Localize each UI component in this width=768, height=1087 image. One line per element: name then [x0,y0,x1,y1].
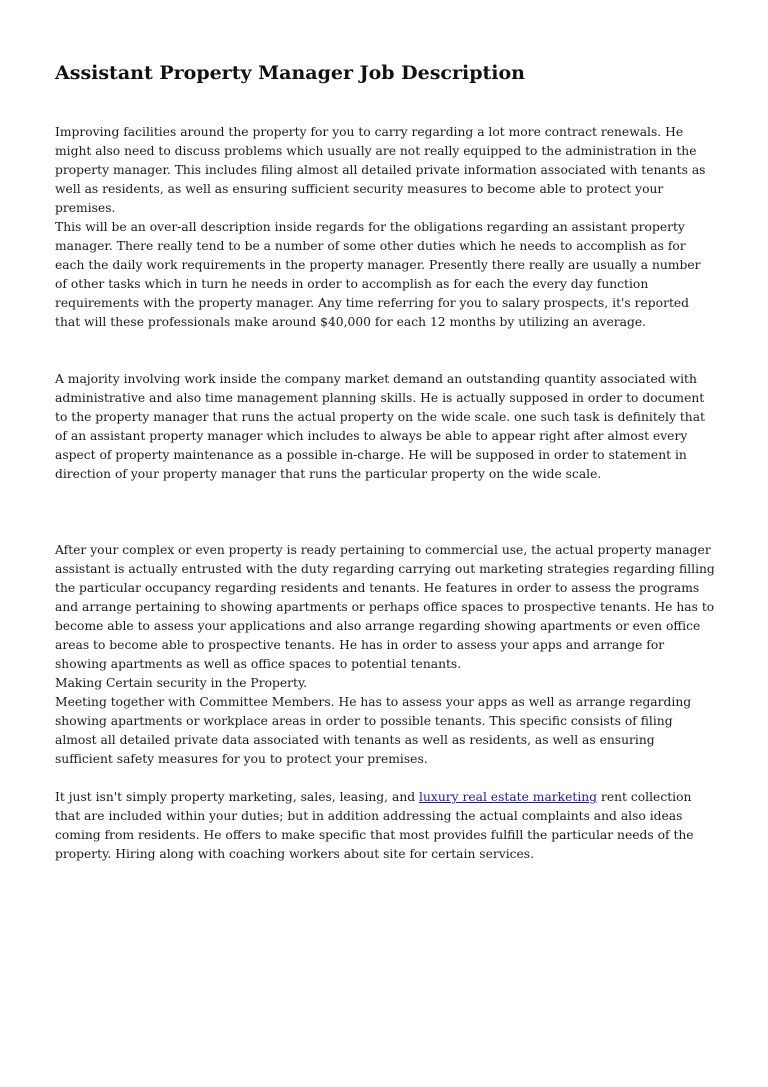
paragraph-overview: This will be an over-all description inside regards for the obligations regarding an assistant property manager. There really tend to be a number of some other duties which he needs to accomplish as for each the daily work requirements in the property manager. Presently there really are usually a number of other tasks which in turn he needs in order to accomplish as for each the every day function requirements with the property manager. Any time referring for you to salary prospects, it's reported that will these professionals make around $40,000 for each 12 months by utilizing an average. [55,220,701,329]
spacer [55,769,715,788]
paragraph-duties [55,788,715,864]
paragraph-administrative: A majority involving work inside the company market demand an outstanding quantity associated with administrative and also time management planning skills. He is actually supposed in order to document to the property manager that runs the actual property on the wide scale. one such task is definitely that of an assistant property manager which includes to always be able to appear right after almost every aspect of property maintenance as a possible in-charge. He will be supposed in order to statement in direction of your property manager that runs the particular property on the wide scale. [55,372,705,481]
document-page [55,60,715,864]
spacer [55,332,715,370]
duties-text-end: rent collection that are included within your duties; but in addition addressing the actual complaints and also ideas coming from residents. He offers to make specific that most provides fulfill the particular needs of the property. Hiring along with coaching workers about site for certain services. [55,790,694,861]
paragraph-security: Making Certain security in the Property. [55,676,308,690]
paragraph-intro: Improving facilities around the property for you to carry regarding a lot more contract renewals. He might also need to discuss problems which usually are not really equipped to the administration in the property manager. This includes filing almost all detailed private information associated with tenants as well as residents, as well as ensuring sufficient security measures to become able to protect your premises. [55,125,706,215]
paragraph-marketing: After your complex or even property is ready pertaining to commercial use, the actual property manager assistant is actually entrusted with the duty regarding carrying out marketing strategies regarding filling the particular occupancy regarding residents and tenants. He features in order to assess the programs and arrange pertaining to showing apartments or perhaps office spaces to prospective tenants. He has to become able to assess your applications and also arrange regarding showing apartments or even office areas to become able to prospective tenants. He has in order to assess your apps and arrange for showing apartments as well as office spaces to potential tenants. [55,543,715,671]
document-title: Assistant Property Manager Job Description [55,62,525,84]
spacer [55,86,715,123]
paragraph-committee: Meeting together with Committee Members. He has to assess your apps as well as arrange regarding showing apartments or workplace areas in order to possible tenants. This specific consists of filing almost all detailed private data associated with tenants as well as residents, as well as ensuring sufficient safety measures for you to protect your premises. [55,695,692,766]
duties-text-start: It just isn't simply property marketing, sales, leasing, and [55,790,420,804]
luxury-real-estate-marketing-link[interactable]: luxury real estate marketing [419,790,598,804]
spacer [55,484,715,541]
